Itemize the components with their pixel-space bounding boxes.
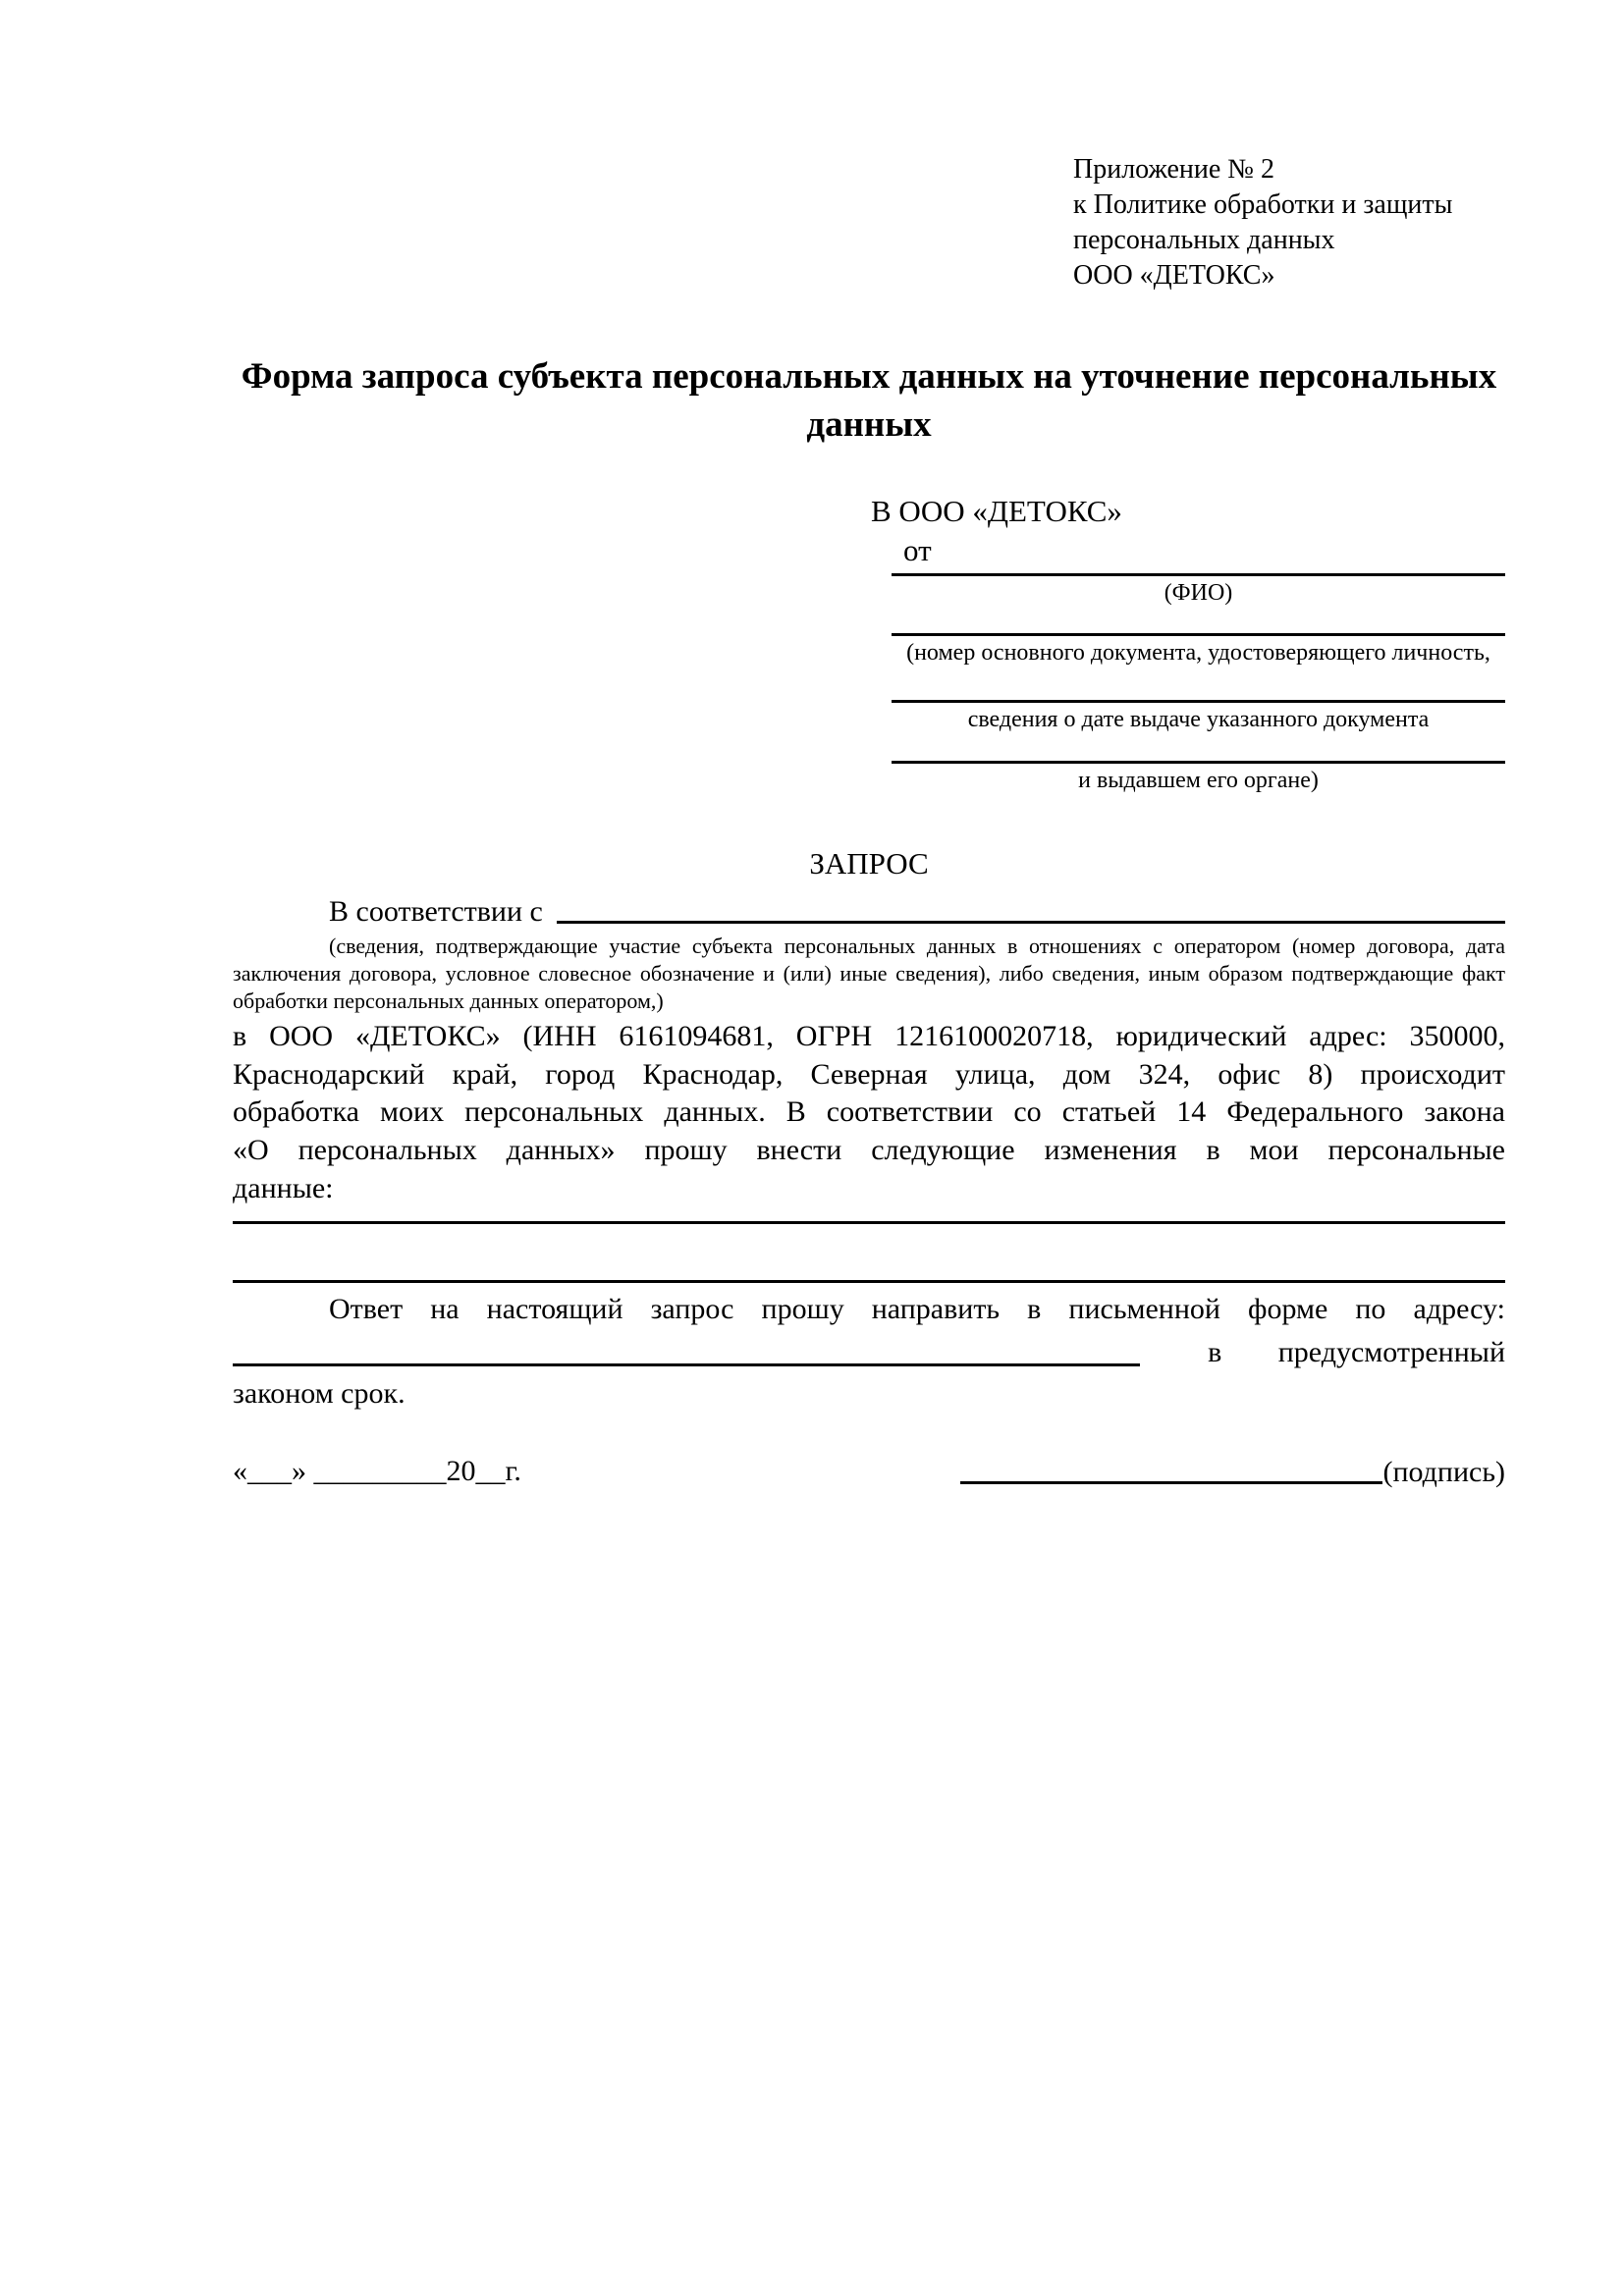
issue-date-blank-field [892, 700, 1505, 734]
request-body-line: обработка моих персональных данных. В соответствии со статьей 14 Федерального закона [233, 1095, 1505, 1129]
basis-label: В соответствии с [329, 895, 543, 928]
basis-footnote-line: обработки персональных данных оператором,) [233, 988, 664, 1013]
changes-blank-line-1 [233, 1208, 1505, 1224]
fio-caption: (ФИО) [1164, 580, 1233, 606]
document-number-caption: (номер основного документа, удостоверяющего личность, [906, 640, 1490, 666]
fio-blank-field [892, 573, 1505, 608]
document-number-blank-field [892, 633, 1505, 667]
basis-footnote-line: (сведения, подтверждающие участие субъекта персональных данных в отношениях с оператором (номер договора, дата [329, 934, 1505, 958]
request-heading: ЗАПРОС [809, 846, 929, 881]
signature-blank-line [960, 1452, 1382, 1484]
issue-date-caption: сведения о дате выдаче указанного документа [967, 707, 1430, 732]
request-body-line: в ООО «ДЕТОКС» (ИНН 6161094681, ОГРН 1216100020718, юридический адрес: 350000, [233, 1020, 1505, 1052]
basis-footnote-line: заключения договора, условное словесное обозначение и (или) иные сведения), либо сведения, иным образом подтверждающие факт [233, 961, 1505, 986]
reply-address-line: Ответ на настоящий запрос прошу направить в письменной форме по адресу: [329, 1292, 1505, 1325]
basis-footnote [233, 933, 1505, 1015]
issuing-authority-caption: и выдавшем его органе) [1078, 768, 1319, 793]
basis-blank-line [557, 921, 1505, 924]
request-body-line: Краснодарский край, город Краснодар, Северная улица, дом 324, офис 8) происходит [233, 1057, 1505, 1091]
request-body-line: «О персональных данных» прошу внести следующие изменения в мои персональные [233, 1134, 1505, 1167]
appendix-header-line: персональных данных [1073, 225, 1335, 255]
date-line: «___» _________20__г. [233, 1454, 521, 1487]
reply-address-blank-row [233, 1330, 1505, 1373]
basis-line [233, 893, 1505, 931]
appendix-header-line: к Политике обработки и защиты [1073, 189, 1453, 220]
changes-blank-line-2 [233, 1224, 1505, 1283]
appendix-header-line: Приложение № 2 [1073, 154, 1274, 185]
address-blank-line [233, 1330, 1140, 1366]
page-title: Форма запроса субъекта персональных данных на уточнение персональных данных [241, 356, 1497, 445]
signature-group [960, 1452, 1505, 1492]
addressee-to: В ООО «ДЕТОКС» [871, 494, 1122, 528]
reply-term-tail: законом срок. [233, 1376, 406, 1410]
request-body-line: данные: [233, 1171, 334, 1204]
addressee-from-label: от [903, 533, 932, 567]
issuing-authority-blank-field [892, 761, 1505, 795]
appendix-header-line: ООО «ДЕТОКС» [1073, 260, 1275, 291]
date-signature-row [233, 1452, 1505, 1492]
reply-term-text: в предусмотренный [1208, 1335, 1505, 1368]
request-body-paragraph [233, 1018, 1505, 1208]
addressee-block [871, 492, 1505, 795]
signature-caption: (подпись) [1382, 1455, 1505, 1488]
appendix-header-note [1073, 152, 1505, 294]
